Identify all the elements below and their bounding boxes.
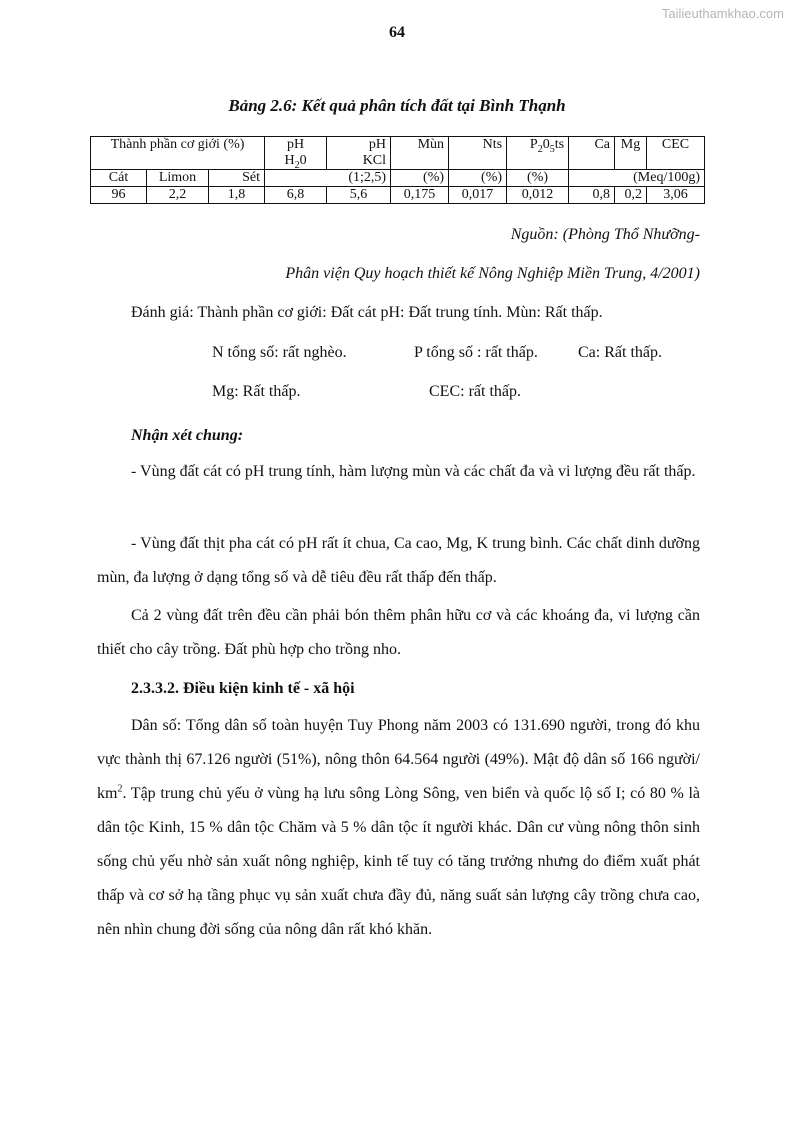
header-ph-h2o-label: pH bbox=[286, 137, 305, 152]
subheader-limon: Limon bbox=[147, 170, 209, 187]
h2o-sub-2: 2 bbox=[294, 159, 300, 171]
cell-nts: 0,017 bbox=[449, 187, 507, 204]
header-texture: Thành phần cơ giới (%) bbox=[91, 137, 265, 170]
eval-ca: Ca: Rất thấp. bbox=[578, 344, 662, 361]
p2o5-p: P bbox=[529, 137, 538, 152]
population-text-2: . Tập trung chủ yếu ở vùng hạ lưu sông Lòng Sông, ven biển và quốc lộ số I; có 80 % là dân tộc Kinh, 15 % dân tộc Chăm và 5 % dân tộc ít người khác. Dân cư vùng nông thôn sinh sống chủ yếu nhờ sản xuất nông nghiệp, kinh tế tuy có tăng trưởng nhưng do điểm xuất phát thấp và cơ sở hạ tầng phục vụ sản xuất chưa đầy đủ, năng suất sản lượng cây trồng chưa cao, nên nhìn chung đời sống của nông dân rất khó khăn. bbox=[97, 785, 700, 938]
eval-cec: CEC: rất thấp. bbox=[429, 383, 521, 400]
header-ph-h2o-sub bbox=[269, 153, 322, 169]
km2-superscript: 2 bbox=[117, 783, 123, 795]
cell-limon: 2,2 bbox=[147, 187, 209, 204]
evaluation-line-3 bbox=[212, 375, 712, 409]
table-subheader-row bbox=[91, 170, 705, 187]
subheader-mun-unit: (%) bbox=[391, 170, 449, 187]
remark-paragraph-3: Cả 2 vùng đất trên đều cần phải bón thêm phân hữu cơ và các khoáng đa, vi lượng cần thiết cho cây trồng. Đất phù hợp cho trồng nho. bbox=[97, 607, 700, 658]
subheader-set: Sét bbox=[209, 170, 265, 187]
header-cec: CEC bbox=[647, 137, 705, 170]
header-ph-kcl-label: pH bbox=[368, 137, 387, 152]
table-title: Bảng 2.6: Kết quả phân tích đất tại Bình Thạnh bbox=[228, 96, 566, 115]
evaluation-line-1: Đánh giá: Thành phần cơ giới: Đất cát pH: Đất trung tính. Mùn: Rất thấp. bbox=[131, 304, 603, 321]
cell-ph-h2o: 6,8 bbox=[265, 187, 327, 204]
cell-mg: 0,2 bbox=[615, 187, 647, 204]
header-p2o5 bbox=[507, 137, 569, 170]
p2o5-sub-2: 2 bbox=[537, 143, 543, 155]
page-number: 64 bbox=[389, 24, 405, 41]
population-text-1: Dân số: Tổng dân số toàn huyện Tuy Phong năm 2003 có 131.690 người, trong đó khu vực thành thị 67.126 người (51%), nông thôn 64.564 người (49%). Mật độ dân số 166 người/ km bbox=[97, 717, 700, 802]
table-header-row bbox=[91, 137, 705, 170]
cell-mun: 0,175 bbox=[391, 187, 449, 204]
p2o5-ts: ts bbox=[554, 137, 565, 152]
h2o-o: 0 bbox=[299, 153, 307, 168]
header-nts: Nts bbox=[449, 137, 507, 170]
subheader-ratio: (1;2,5) bbox=[265, 170, 391, 187]
cell-cec: 3,06 bbox=[647, 187, 705, 204]
subheader-p-unit: (%) bbox=[507, 170, 569, 187]
cell-ca: 0,8 bbox=[569, 187, 615, 204]
source-line-1: Nguồn: (Phòng Thổ Nhưỡng- bbox=[510, 226, 700, 243]
subheader-cat: Cát bbox=[91, 170, 147, 187]
cell-ph-kcl: 5,6 bbox=[327, 187, 391, 204]
header-ph-kcl-sub: KCl bbox=[362, 153, 387, 168]
header-ph-h2o bbox=[265, 137, 327, 170]
table-row bbox=[91, 187, 705, 204]
subheader-nts-unit: (%) bbox=[449, 170, 507, 187]
header-mun: Mùn bbox=[391, 137, 449, 170]
header-ca: Ca bbox=[569, 137, 615, 170]
h2o-h: H bbox=[284, 153, 295, 168]
remark-heading: Nhận xét chung: bbox=[131, 427, 244, 444]
eval-mg: Mg: Rất thấp. bbox=[212, 383, 301, 400]
population-paragraph bbox=[97, 709, 700, 947]
cell-set: 1,8 bbox=[209, 187, 265, 204]
eval-n: N tổng số: rất nghèo. bbox=[212, 344, 347, 361]
section-heading: 2.3.3.2. Điều kiện kinh tế - xã hội bbox=[131, 680, 355, 697]
soil-analysis-table bbox=[90, 136, 705, 204]
header-ph-kcl bbox=[327, 137, 391, 170]
p2o5-sub-5: 5 bbox=[549, 143, 555, 155]
watermark: Tailieuthamkhao.com bbox=[661, 6, 784, 21]
cell-p2o5: 0,012 bbox=[507, 187, 569, 204]
p2o5-o: 0 bbox=[542, 137, 550, 152]
eval-p: P tổng số : rất thấp. bbox=[414, 344, 538, 361]
remark-paragraph-1: - Vùng đất cát có pH trung tính, hàm lượng mùn và các chất đa và vi lượng đều rất thấp. bbox=[131, 463, 696, 480]
remark-paragraph-2: - Vùng đất thịt pha cát có pH rất ít chua, Ca cao, Mg, K trung bình. Các chất dinh dưỡng mùn, đa lượng ở dạng tổng số và dễ tiêu đều rất thấp đến thấp. bbox=[97, 535, 700, 586]
cell-cat: 96 bbox=[91, 187, 147, 204]
header-mg: Mg bbox=[615, 137, 647, 170]
evaluation-line-2 bbox=[212, 336, 712, 370]
subheader-meq: (Meq/100g) bbox=[569, 170, 705, 187]
source-line-2: Phân viện Quy hoạch thiết kế Nông Nghiệp Miền Trung, 4/2001) bbox=[285, 265, 700, 282]
